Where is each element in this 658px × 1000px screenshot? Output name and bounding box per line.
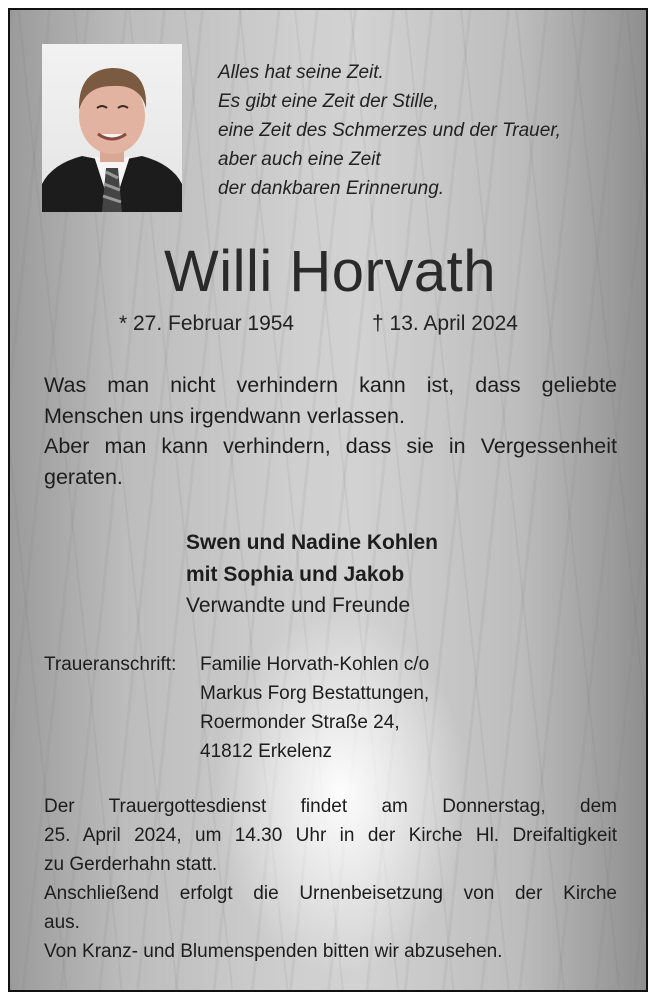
birth-date: * 27. Februar 1954 [119, 312, 295, 335]
service-line: Von Kranz- und Blumenspenden bitten wir abzusehen. [44, 941, 503, 962]
poem [218, 58, 628, 203]
quote-line: geraten. [44, 464, 123, 489]
mourners [186, 527, 438, 622]
service-line: Anschließend erfolgt die Urnenbeisetzung von der Kirche [44, 883, 617, 904]
memorial-quote [44, 370, 617, 492]
quote-line: Aber man kann verhindern, dass sie in Vergessenheit [44, 434, 617, 458]
mourner-line: Swen und Nadine Kohlen [186, 531, 439, 554]
service-line: aus. [44, 912, 80, 933]
deceased-name: Willi Horvath [164, 239, 496, 304]
address-line: Familie Horvath-Kohlen c/o [200, 654, 430, 675]
poem-line: Alles hat seine Zeit. [218, 62, 384, 83]
poem-line: eine Zeit des Schmerzes und der Trauer, [218, 120, 561, 141]
address-line: Markus Forg Bestattungen, [200, 683, 430, 704]
quote-line: Menschen uns irgendwann verlassen. [44, 403, 405, 428]
service-notice [44, 792, 617, 966]
portrait-photo [42, 44, 182, 212]
address-line: Roermonder Straße 24, [200, 712, 400, 733]
mourner-line: Verwandte und Freunde [186, 594, 411, 617]
service-line: 25. April 2024, um 14.30 Uhr in der Kirche Hl. Dreifaltigkeit [44, 825, 617, 846]
obituary-card [8, 8, 648, 992]
poem-line: aber auch eine Zeit [218, 149, 381, 170]
death-date: † 13. April 2024 [372, 312, 518, 335]
address-line: 41812 Erkelenz [200, 741, 333, 762]
quote-line: Was man nicht verhindern kann ist, dass geliebte [44, 373, 617, 397]
mourner-line: mit Sophia und Jakob [186, 562, 405, 586]
address-label: Traueranschrift: [44, 654, 177, 675]
service-line: Der Trauergottesdienst findet am Donnerstag, dem [44, 796, 617, 817]
poem-line: der dankbaren Erinnerung. [218, 178, 445, 199]
service-line: zu Gerderhahn statt. [44, 854, 218, 875]
poem-line: Es gibt eine Zeit der Stille, [218, 91, 439, 112]
